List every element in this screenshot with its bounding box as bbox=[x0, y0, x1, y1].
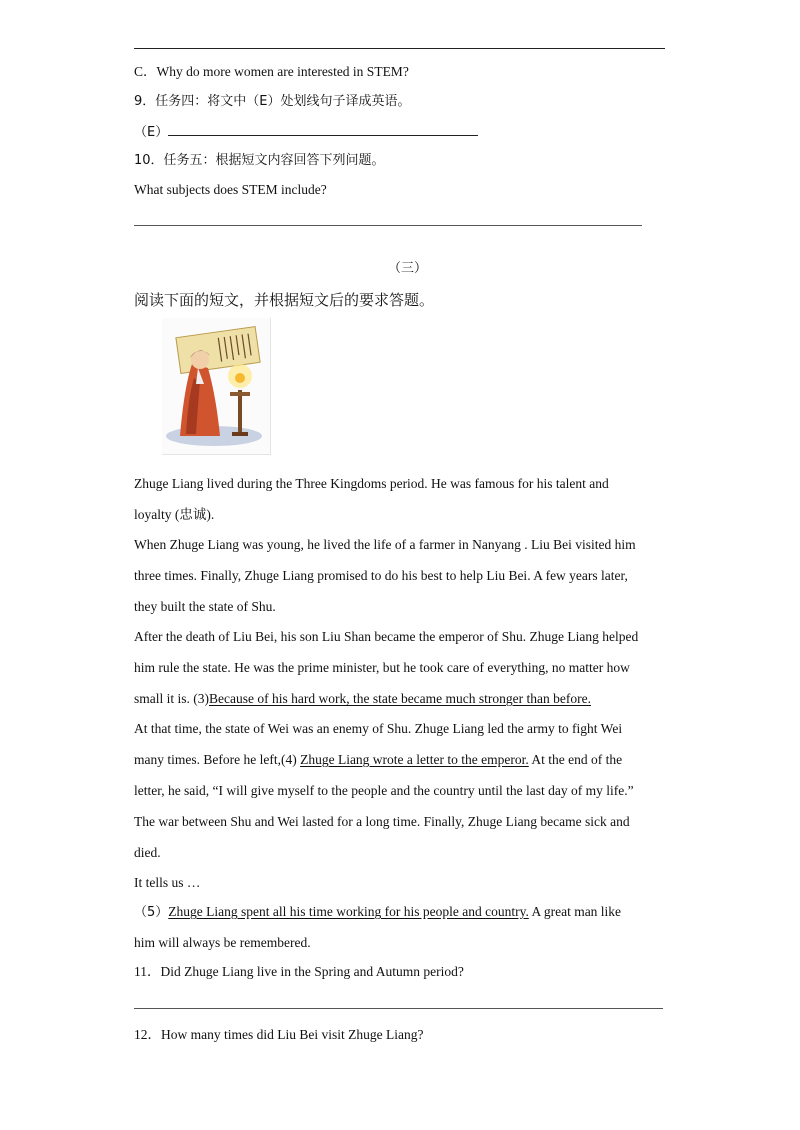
passage-line: loyalty (忠诚). bbox=[134, 507, 215, 522]
answer-blank-e[interactable] bbox=[168, 123, 478, 136]
passage-line: they built the state of Shu. bbox=[134, 599, 276, 614]
question-10-sub: What subjects does STEM include? bbox=[134, 182, 327, 197]
underlined-sentence-4: Zhuge Liang wrote a letter to the emperor. bbox=[300, 752, 529, 767]
question-c: C．Why do more women are interested in STEM? bbox=[134, 64, 409, 79]
question-9: 9．任务四：将文中（E）处划线句子译成英语。 bbox=[134, 94, 411, 109]
top-rule bbox=[134, 48, 665, 49]
passage-line bbox=[134, 691, 591, 707]
question-10: 10．任务五：根据短文内容回答下列问题。 bbox=[134, 153, 385, 168]
passage-text: small it is. (3) bbox=[134, 691, 209, 706]
question-9-label: （E） bbox=[134, 125, 169, 140]
answer-line-10[interactable] bbox=[134, 225, 642, 226]
passage-text: A great man like bbox=[528, 904, 622, 919]
passage-line: When Zhuge Liang was young, he lived the life of a farmer in Nanyang . Liu Bei visited him bbox=[134, 537, 636, 552]
passage-line: After the death of Liu Bei, his son Liu Shan became the emperor of Shu. Zhuge Liang helped bbox=[134, 629, 639, 644]
passage-line bbox=[134, 904, 621, 921]
answer-line-11[interactable] bbox=[134, 1008, 663, 1009]
question-12: 12．How many times did Liu Bei visit Zhuge Liang? bbox=[134, 1027, 424, 1042]
passage-line: three times. Finally, Zhuge Liang promised to do his best to help Liu Bei. A few years later, bbox=[134, 568, 628, 583]
passage-text: many times. Before he left,(4) bbox=[134, 752, 301, 767]
passage-text: At the end of the bbox=[528, 752, 623, 767]
underlined-sentence-3: Because of his hard work, the state became much stronger than before. bbox=[209, 691, 591, 706]
passage-line: It tells us … bbox=[134, 875, 201, 890]
reading-instruction: 阅读下面的短文，并根据短文后的要求答题。 bbox=[134, 291, 435, 309]
passage-text: （5） bbox=[134, 905, 169, 920]
passage-line: letter, he said, “I will give myself to the people and the country until the last day of my life.” bbox=[134, 783, 634, 798]
section-heading: （三） bbox=[388, 261, 428, 276]
passage-line: him rule the state. He was the prime minister, but he took care of everything, no matter how bbox=[134, 660, 630, 675]
question-9-answer bbox=[134, 123, 478, 141]
passage-line: died. bbox=[134, 845, 161, 860]
question-11: 11．Did Zhuge Liang live in the Spring and Autumn period? bbox=[134, 964, 464, 979]
passage-line: The war between Shu and Wei lasted for a long time. Finally, Zhuge Liang became sick and bbox=[134, 814, 630, 829]
passage-line bbox=[134, 752, 622, 768]
underlined-sentence-5: Zhuge Liang spent all his time working for his people and country. bbox=[168, 904, 529, 919]
zhuge-liang-illustration bbox=[162, 318, 271, 455]
passage-line: him will always be remembered. bbox=[134, 935, 311, 950]
passage-line: At that time, the state of Wei was an enemy of Shu. Zhuge Liang led the army to fight Wei bbox=[134, 721, 623, 736]
passage-line: Zhuge Liang lived during the Three Kingdoms period. He was famous for his talent and bbox=[134, 476, 609, 491]
